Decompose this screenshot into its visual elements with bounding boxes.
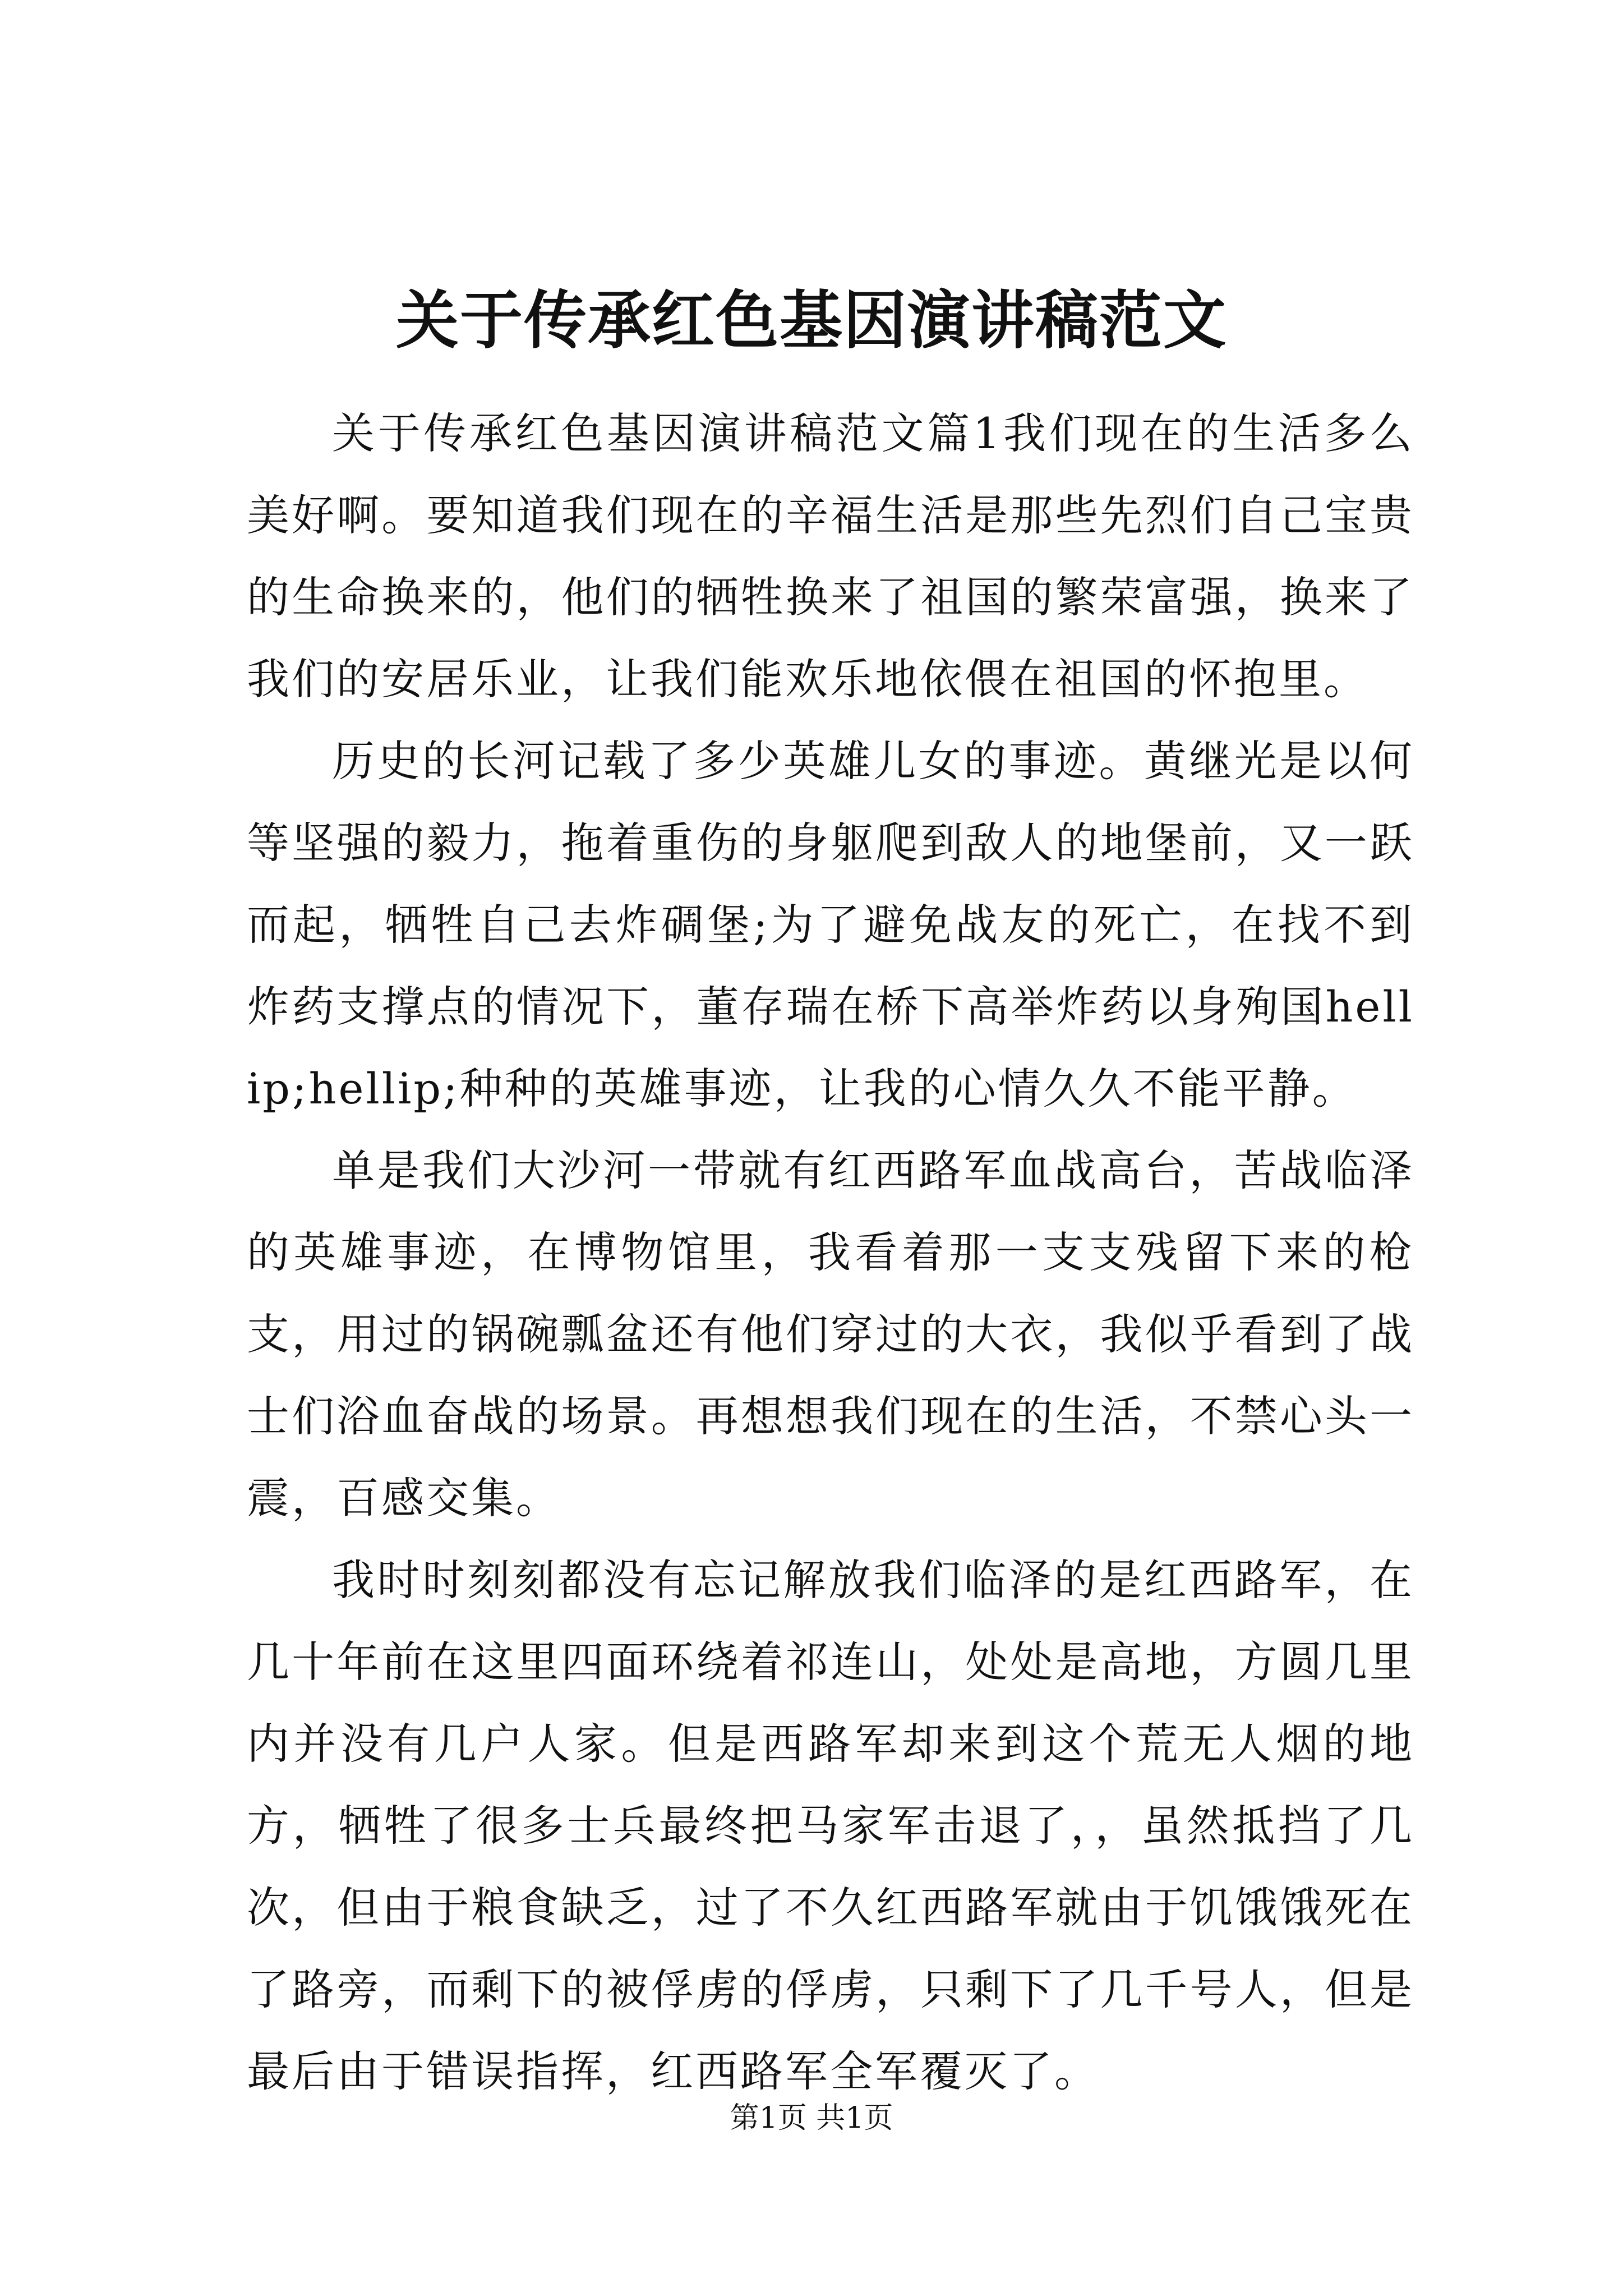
paragraph-2: 历史的长河记载了多少英雄儿女的事迹。黄继光是以何等坚强的毅力，拖着重伤的身躯爬到敌人的地堡前，又一跃而起，牺牲自己去炸碉堡;为了避免战友的死亡，在找不到炸药支撑点的情况下，董存瑞在桥下高举炸药以身殉国hellip;hellip;种种的英雄事迹，让我的心情久久不能平静。 bbox=[247, 736, 1414, 1114]
paragraph-4: 我时时刻刻都没有忘记解放我们临泽的是红西路军，在几十年前在这里四面环绕着祁连山，处处是高地，方圆几里内并没有几户人家。但是西路军却来到这个荒无人烟的地方，牺牲了很多士兵最终把马家军击退了，，虽然抵挡了几次，但由于粮食缺乏，过了不久红西路军就由于饥饿饿死在了路旁，而剩下的被俘虏的俘虏，只剩下了几千号人，但是最后由于错误指挥，红西路军全军覆灭了。 bbox=[247, 1555, 1414, 2096]
paragraph-3: 单是我们大沙河一带就有红西路军血战高台，苦战临泽的英雄事迹，在博物馆里，我看着那一支支残留下来的枪支，用过的锅碗瓢盆还有他们穿过的大衣，我似乎看到了战士们浴血奋战的场景。再想想我们现在的生活，不禁心头一震，百感交集。 bbox=[247, 1145, 1414, 1523]
document-title: 关于传承红色基因演讲稿范文 bbox=[396, 284, 1227, 357]
paragraph-1: 关于传承红色基因演讲稿范文篇1我们现在的生活多么美好啊。要知道我们现在的辛福生活是那些先烈们自己宝贵的生命换来的，他们的牺牲换来了祖国的繁荣富强，换来了我们的安居乐业，让我们能欢乐地依偎在祖国的怀抱里。 bbox=[247, 408, 1414, 704]
document-body bbox=[247, 393, 1414, 2113]
page-footer: 第1页 共1页 bbox=[730, 2101, 893, 2135]
